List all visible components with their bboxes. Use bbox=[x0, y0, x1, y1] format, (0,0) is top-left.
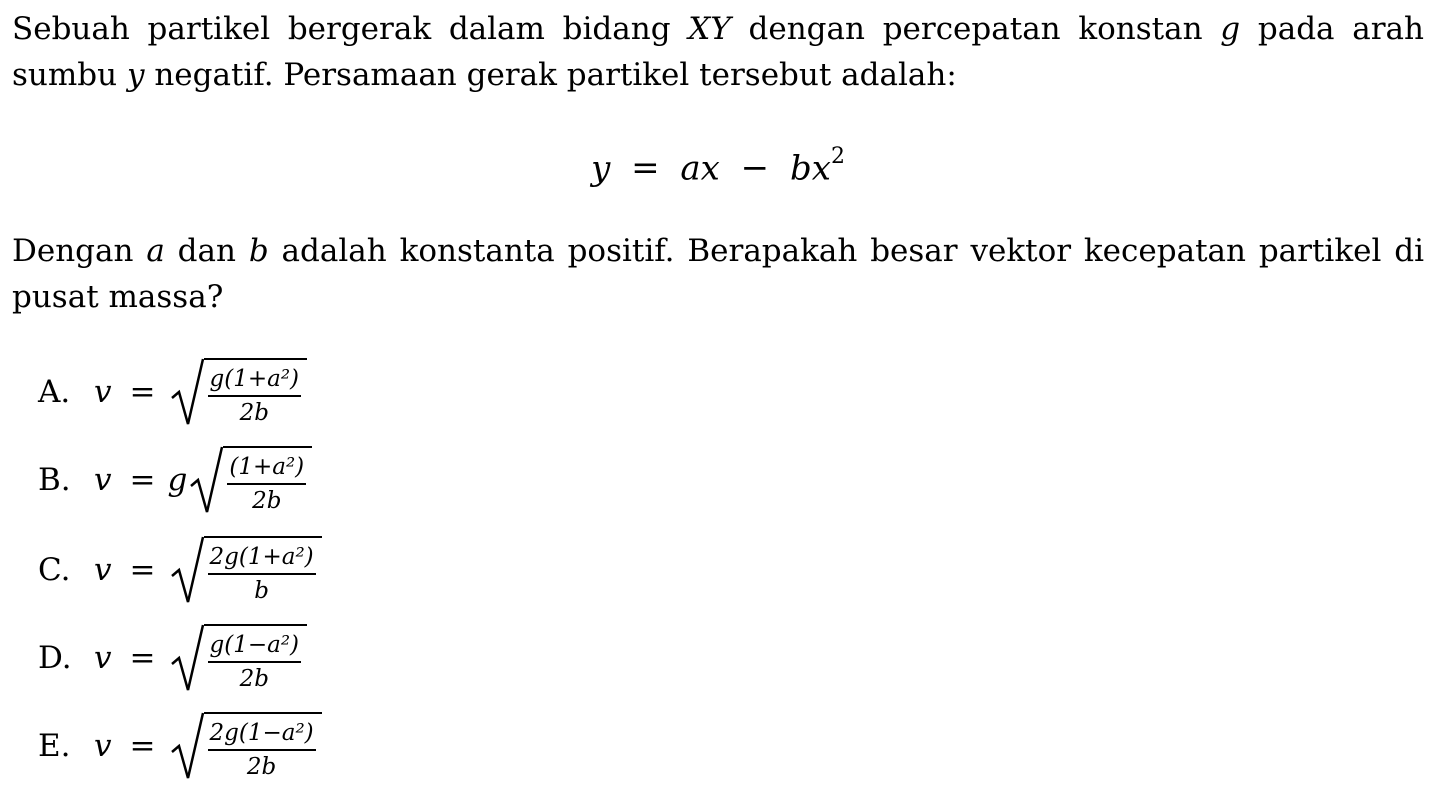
fraction-numerator: 2g(1−a²) bbox=[208, 719, 316, 751]
fraction bbox=[208, 719, 316, 781]
option-equals: = bbox=[129, 462, 156, 498]
prompt-text-1: Dengan bbox=[12, 233, 134, 269]
option-equals: = bbox=[129, 728, 156, 764]
option-letter: C. bbox=[38, 552, 71, 588]
fraction-numerator: (1+a²) bbox=[227, 453, 306, 485]
var-b: b bbox=[248, 233, 269, 269]
fraction-numerator: 2g(1+a²) bbox=[208, 543, 316, 575]
option-c[interactable] bbox=[38, 530, 322, 610]
fraction bbox=[208, 543, 316, 605]
var-a: a bbox=[146, 233, 165, 269]
radicand bbox=[204, 624, 308, 696]
radical-sign-icon bbox=[170, 708, 204, 784]
prompt-text-2: dan bbox=[177, 233, 236, 269]
radical-sign-icon bbox=[170, 620, 204, 696]
option-a[interactable] bbox=[38, 352, 307, 432]
fraction bbox=[227, 453, 306, 515]
radicand bbox=[204, 358, 308, 430]
fraction bbox=[208, 365, 302, 427]
square-root bbox=[170, 532, 322, 608]
equation-lhs: y bbox=[591, 148, 611, 189]
fraction-numerator: g(1+a²) bbox=[208, 365, 302, 397]
option-d[interactable] bbox=[38, 618, 307, 698]
square-root bbox=[170, 620, 308, 696]
fraction-denominator: 2b bbox=[246, 754, 277, 780]
option-lhs: v bbox=[94, 728, 112, 764]
intro-text-2: dengan percepatan konstan bbox=[748, 11, 1203, 47]
radical-sign-icon bbox=[170, 532, 204, 608]
radical-sign-icon bbox=[189, 442, 223, 518]
fraction bbox=[208, 631, 302, 693]
option-lhs: v bbox=[94, 374, 112, 410]
radicand bbox=[204, 712, 322, 784]
intro-text-3: pada arah sumbu bbox=[12, 11, 1424, 93]
option-prefix: g bbox=[167, 462, 188, 498]
option-equals: = bbox=[129, 640, 156, 676]
radicand bbox=[204, 536, 322, 608]
question-intro bbox=[12, 6, 1424, 98]
option-equals: = bbox=[129, 552, 156, 588]
square-root bbox=[170, 354, 308, 430]
equation-term1: ax bbox=[680, 148, 720, 189]
fraction-numerator: g(1−a²) bbox=[208, 631, 302, 663]
var-g: g bbox=[1220, 11, 1241, 47]
equation-exponent: 2 bbox=[830, 144, 845, 169]
var-xy: XY bbox=[688, 11, 731, 47]
motion-equation bbox=[0, 136, 1436, 193]
option-equals: = bbox=[129, 374, 156, 410]
option-lhs: v bbox=[94, 640, 112, 676]
prompt-text-3: adalah konstanta positif. Berapakah besar vektor kecepatan partikel di pusat massa? bbox=[12, 233, 1424, 315]
option-e[interactable] bbox=[38, 706, 322, 786]
fraction-denominator: 2b bbox=[239, 400, 269, 426]
intro-text-4: negatif. Persamaan gerak partikel tersebut adalah: bbox=[154, 57, 957, 93]
option-b[interactable] bbox=[38, 440, 312, 520]
option-lhs: v bbox=[94, 462, 112, 498]
square-root bbox=[189, 442, 312, 518]
fraction-denominator: 2b bbox=[239, 666, 269, 692]
option-lhs: v bbox=[94, 552, 112, 588]
intro-text-1: Sebuah partikel bergerak dalam bidang bbox=[12, 11, 671, 47]
option-letter: A. bbox=[38, 374, 71, 410]
var-y: y bbox=[126, 57, 145, 93]
radicand bbox=[223, 446, 312, 518]
square-root bbox=[170, 708, 322, 784]
fraction-denominator: b bbox=[254, 578, 269, 604]
equation-term2: bx bbox=[789, 148, 831, 189]
option-letter: B. bbox=[38, 462, 71, 498]
question-prompt bbox=[12, 228, 1424, 320]
radical-sign-icon bbox=[170, 354, 204, 430]
equation-equals: = bbox=[631, 148, 660, 189]
option-letter: D. bbox=[38, 640, 72, 676]
option-letter: E. bbox=[38, 728, 71, 764]
equation-minus: − bbox=[740, 148, 770, 189]
fraction-denominator: 2b bbox=[252, 488, 282, 514]
